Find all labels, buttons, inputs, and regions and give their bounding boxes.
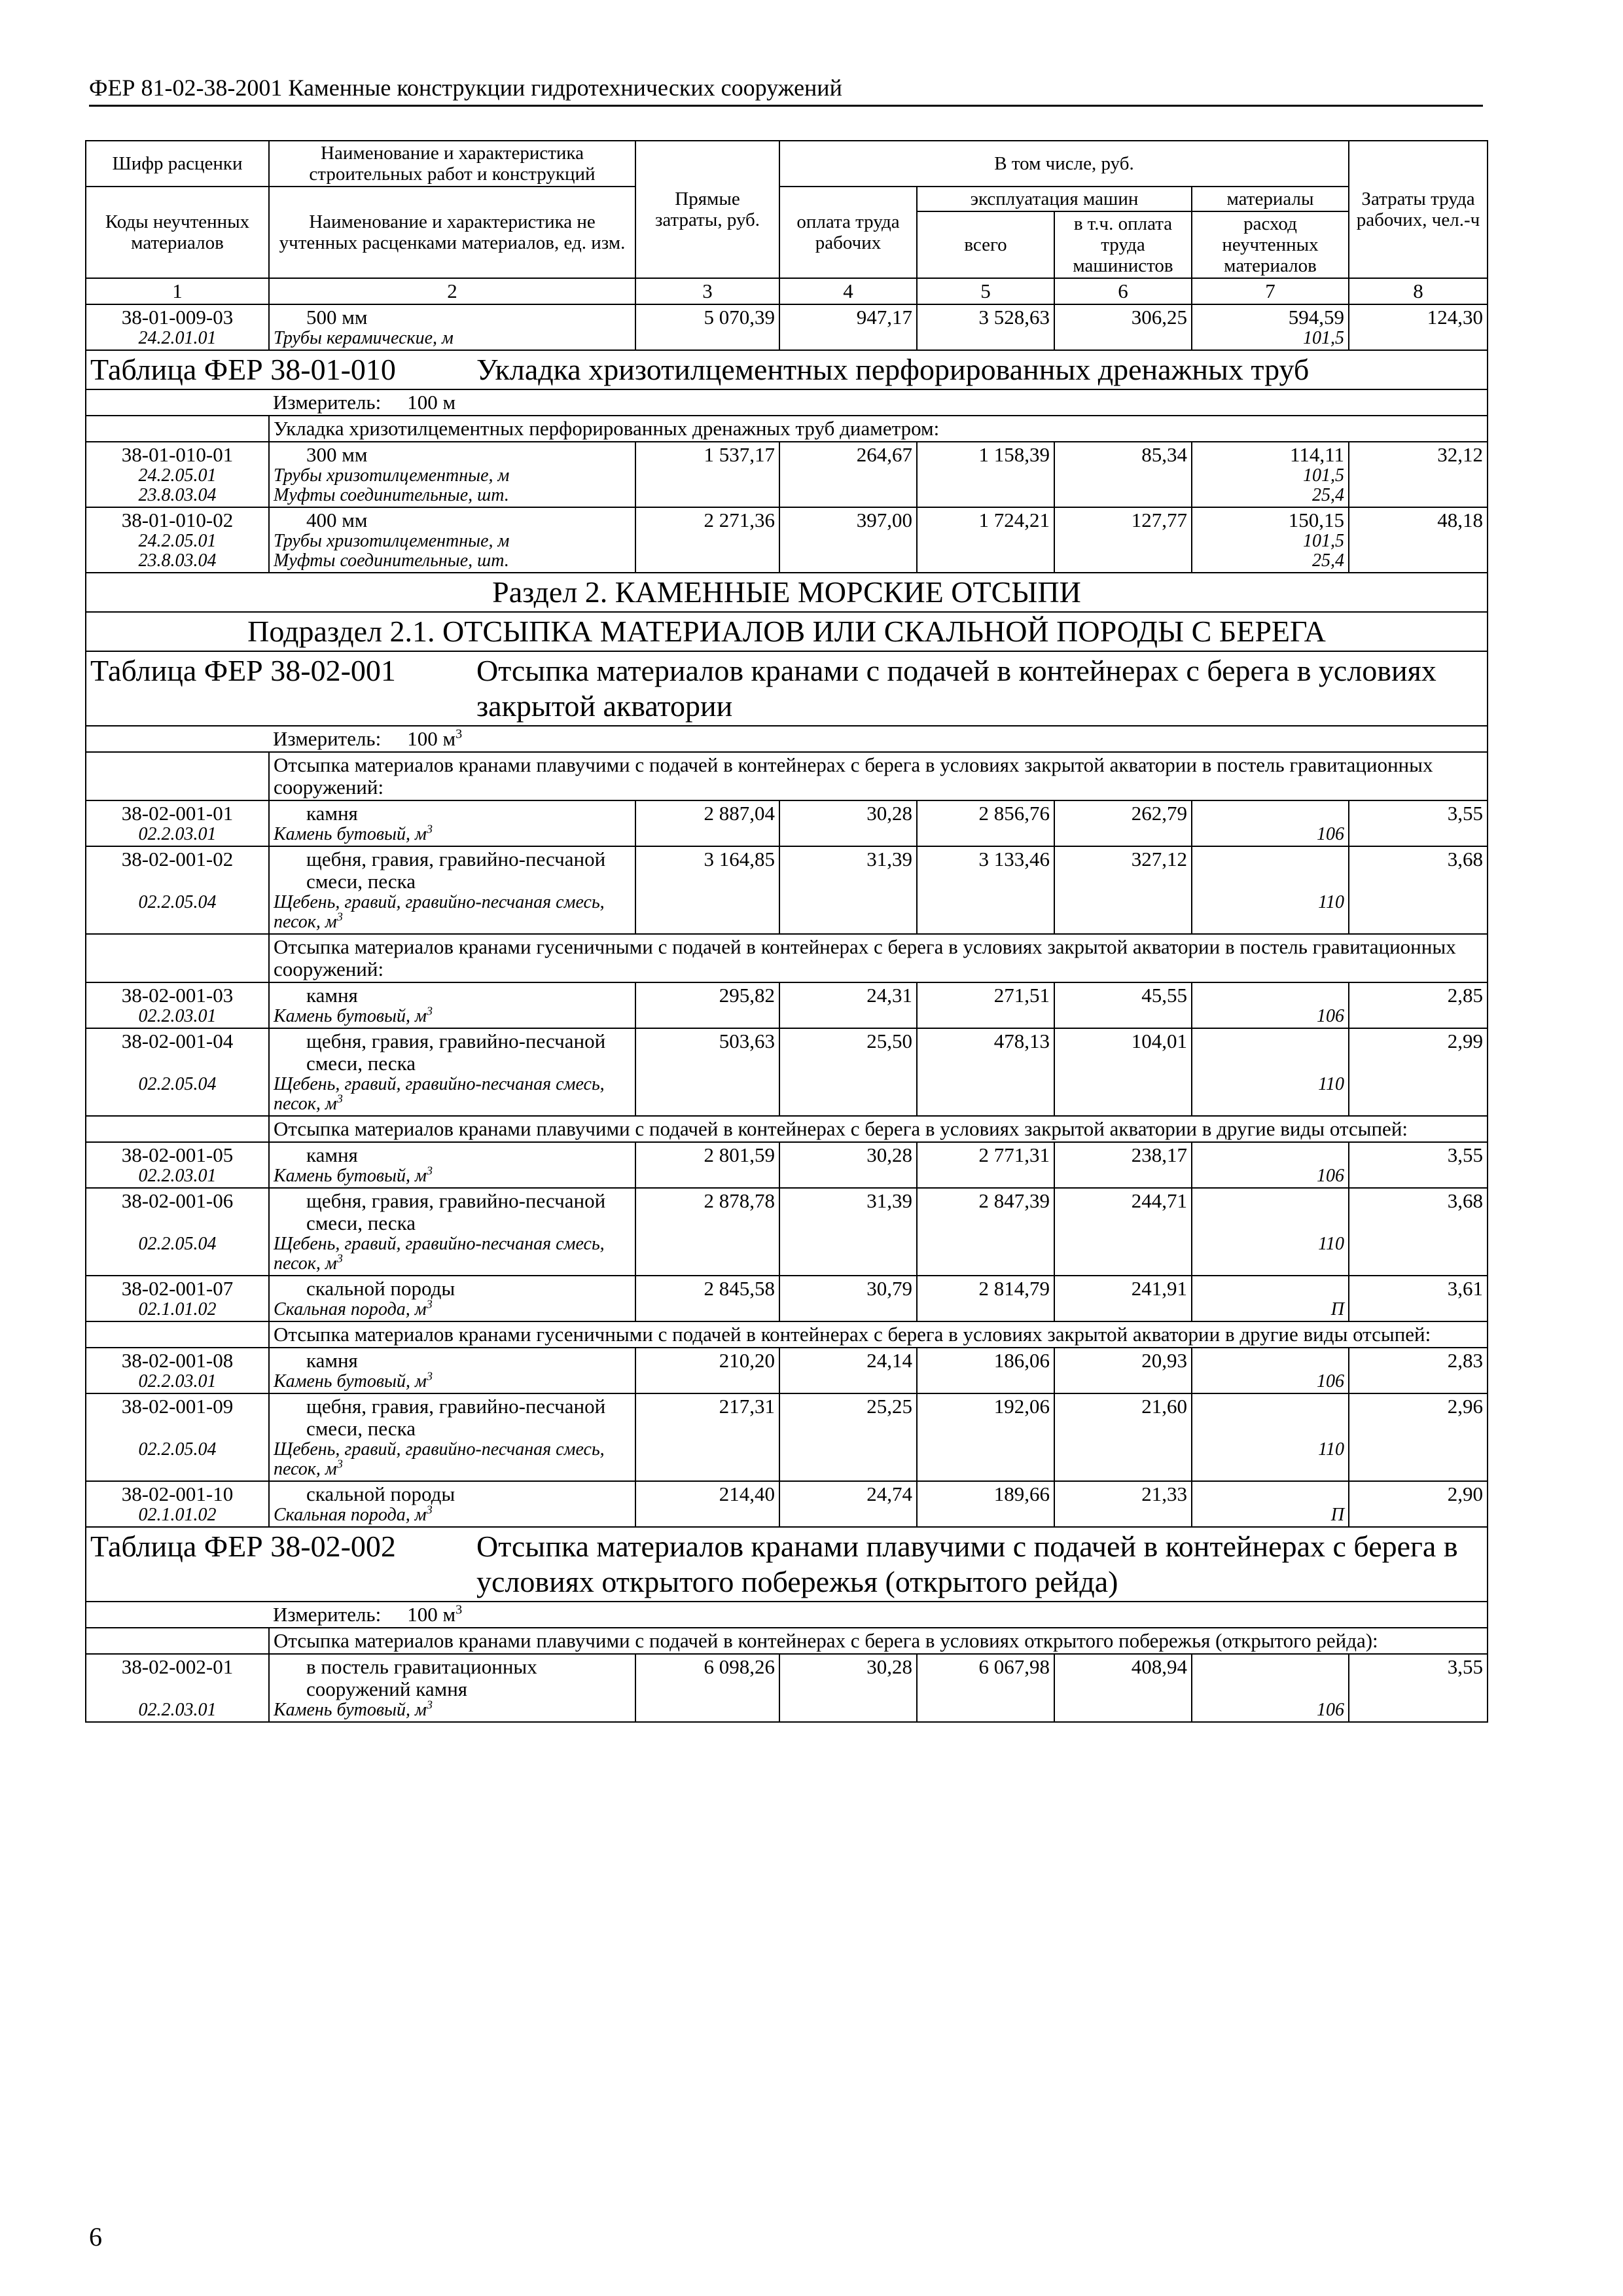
wage: 24,14 xyxy=(779,1348,917,1393)
mach-total: 1 724,21 xyxy=(917,507,1054,573)
mach-wage: 306,25 xyxy=(1054,304,1192,350)
direct-cost: 2 887,04 xyxy=(635,800,779,846)
labor: 48,18 xyxy=(1349,507,1488,573)
rate-code: 38-02-001-07 xyxy=(121,1277,234,1300)
labor: 3,55 xyxy=(1349,1142,1488,1188)
table-number: Таблица ФЕР 38-02-001 xyxy=(90,654,396,687)
material-code: 23.8.03.04 xyxy=(138,550,217,571)
rate-code: 38-01-009-03 xyxy=(121,306,234,329)
material-code: 02.2.05.04 xyxy=(138,1234,217,1254)
col-code-header: Шифр расценки xyxy=(86,141,269,187)
group-description: Отсыпка материалов кранами плавучими с подачей в контейнерах с берега в условиях закрытой акватории в постель гравитационных сооружений: xyxy=(269,752,1488,800)
table-heading-row xyxy=(86,651,1488,726)
material-code: 02.2.05.04 xyxy=(138,1439,217,1460)
col-mat-header: материалы xyxy=(1192,187,1349,211)
measure-row xyxy=(86,389,1488,416)
section-title: Раздел 2. КАМЕННЫЕ МОРСКИЕ ОТСЫПИ xyxy=(86,573,1488,612)
material-name: Камень бутовый, $м^3$ xyxy=(274,822,433,844)
description-row xyxy=(86,1628,1488,1654)
direct-cost: 2 845,58 xyxy=(635,1276,779,1321)
mach-wage: 241,91 xyxy=(1054,1276,1192,1321)
work-name: камня xyxy=(306,1349,358,1372)
direct-cost: 6 098,26 xyxy=(635,1654,779,1722)
material-name: Трубы хризотилцементные, м xyxy=(274,531,510,551)
labor: 32,12 xyxy=(1349,442,1488,507)
group-description: Укладка хризотилцементных перфорированных дренажных труб диаметром: xyxy=(269,416,1488,442)
subsection-title-row xyxy=(86,612,1488,651)
material-qty: П xyxy=(1330,1505,1344,1525)
description-row xyxy=(86,1116,1488,1142)
direct-cost: 503,63 xyxy=(635,1028,779,1116)
work-name: камня xyxy=(306,1143,358,1166)
material-qty: 101,5 xyxy=(1303,465,1344,486)
wage: 31,39 xyxy=(779,846,917,934)
col-num: 7 xyxy=(1192,278,1349,304)
mach-total: 478,13 xyxy=(917,1028,1054,1116)
measure-row xyxy=(86,1602,1488,1628)
labor: 2,83 xyxy=(1349,1348,1488,1393)
labor: 3,68 xyxy=(1349,1188,1488,1276)
labor: 2,90 xyxy=(1349,1481,1488,1527)
table-row xyxy=(86,442,1488,507)
mach-wage: 327,12 xyxy=(1054,846,1192,934)
col-num: 6 xyxy=(1054,278,1192,304)
work-name: щебня, гравия, гравийно-песчаной смеси, песка xyxy=(306,1395,606,1440)
material-qty: 101,5 xyxy=(1303,328,1344,348)
material-code: 24.2.05.01 xyxy=(138,531,217,551)
mach-wage: 127,77 xyxy=(1054,507,1192,573)
material-name: Щебень, гравий, гравийно-песчаная смесь, песок, $м^3$ xyxy=(274,1074,605,1114)
material-qty: 25,4 xyxy=(1312,485,1344,505)
material-name: Трубы керамические, м xyxy=(274,328,454,348)
wage: 264,67 xyxy=(779,442,917,507)
measure xyxy=(269,726,1488,752)
mach-wage: 104,01 xyxy=(1054,1028,1192,1116)
direct-cost: 2 271,36 xyxy=(635,507,779,573)
mach-total: 192,06 xyxy=(917,1393,1054,1481)
col-mach-header: эксплуатация машин xyxy=(917,187,1192,211)
material-name: Скальная порода, $м^3$ xyxy=(274,1297,433,1319)
work-name: камня xyxy=(306,984,358,1007)
material-code: 02.2.03.01 xyxy=(138,824,217,844)
mach-wage: 45,55 xyxy=(1054,982,1192,1028)
table-row xyxy=(86,304,1488,350)
labor: 3,55 xyxy=(1349,1654,1488,1722)
wage: 25,25 xyxy=(779,1393,917,1481)
direct-cost: 210,20 xyxy=(635,1348,779,1393)
work-name: 300 мм xyxy=(306,443,368,466)
table-title: Отсыпка материалов кранами с подачей в контейнерах с берега в условиях закрытой акватории xyxy=(476,654,1436,723)
work-name: щебня, гравия, гравийно-песчаной смеси, песка xyxy=(306,848,606,893)
rate-code: 38-02-001-01 xyxy=(121,802,234,825)
measure-row xyxy=(86,726,1488,752)
page-header: ФЕР 81-02-38-2001 Каменные конструкции гидротехнических сооружений xyxy=(89,73,1483,107)
column-numbers-row xyxy=(86,278,1488,304)
material-qty: 106 xyxy=(1317,1166,1344,1186)
material-qty: 110 xyxy=(1318,1439,1344,1460)
direct-cost: 295,82 xyxy=(635,982,779,1028)
group-description: Отсыпка материалов кранами плавучими с подачей в контейнерах с берега в условиях открытого побережья (открытого рейда): xyxy=(269,1628,1488,1654)
table-row xyxy=(86,1028,1488,1116)
col-mach-total-header: всего xyxy=(917,211,1054,278)
rate-code: 38-02-001-05 xyxy=(121,1143,234,1166)
material-qty: 110 xyxy=(1318,1074,1344,1094)
rate-code: 38-02-001-08 xyxy=(121,1349,234,1372)
material-name: Камень бутовый, $м^3$ xyxy=(274,1004,433,1026)
col-mat-qty-header: расход неучтенных материалов xyxy=(1192,211,1349,278)
wage: 30,79 xyxy=(779,1276,917,1321)
col-num: 2 xyxy=(269,278,635,304)
mach-wage: 85,34 xyxy=(1054,442,1192,507)
measure-label: Измеритель: xyxy=(273,727,382,750)
table-title: Отсыпка материалов кранами плавучими с подачей в контейнерах с берега в условиях открытого побережья (открытого рейда) xyxy=(476,1530,1458,1598)
section-title-row xyxy=(86,573,1488,612)
subsection-title: Подраздел 2.1. ОТСЫПКА МАТЕРИАЛОВ ИЛИ СКАЛЬНОЙ ПОРОДЫ С БЕРЕГА xyxy=(86,612,1488,651)
materials: 150,15 xyxy=(1288,509,1344,531)
material-name: Муфты соединительные, шт. xyxy=(274,550,509,571)
table-row xyxy=(86,507,1488,573)
rate-code: 38-01-010-01 xyxy=(121,443,234,466)
col-num: 5 xyxy=(917,278,1054,304)
description-row xyxy=(86,1321,1488,1348)
table-row xyxy=(86,982,1488,1028)
header-row-2 xyxy=(86,187,1488,211)
direct-cost: 217,31 xyxy=(635,1393,779,1481)
work-name: камня xyxy=(306,802,358,825)
material-code: 02.2.03.01 xyxy=(138,1700,217,1720)
measure-value: 100 $м^3$ xyxy=(407,726,463,750)
material-name: Муфты соединительные, шт. xyxy=(274,485,509,505)
measure-value: 100 $м^3$ xyxy=(407,1602,463,1626)
materials: 114,11 xyxy=(1290,443,1344,466)
measure-label: Измеритель: xyxy=(273,1603,382,1626)
group-description: Отсыпка материалов кранами гусеничными с подачей в контейнерах с берега в условиях закрытой акватории в постель гравитационных сооружений: xyxy=(269,934,1488,982)
wage: 947,17 xyxy=(779,304,917,350)
col-labor-header: Затраты труда рабочих, чел.-ч xyxy=(1349,141,1488,278)
rate-code: 38-02-001-09 xyxy=(121,1395,234,1418)
table-row xyxy=(86,1481,1488,1527)
material-qty: 110 xyxy=(1318,1234,1344,1254)
mach-total: 3 133,46 xyxy=(917,846,1054,934)
direct-cost: 2 801,59 xyxy=(635,1142,779,1188)
mach-wage: 20,93 xyxy=(1054,1348,1192,1393)
material-qty: 106 xyxy=(1317,1700,1344,1720)
labor: 3,61 xyxy=(1349,1276,1488,1321)
material-code: 02.2.03.01 xyxy=(138,1006,217,1026)
direct-cost: 1 537,17 xyxy=(635,442,779,507)
wage: 30,28 xyxy=(779,1654,917,1722)
mach-wage: 238,17 xyxy=(1054,1142,1192,1188)
table-row xyxy=(86,1654,1488,1722)
col-mach-wage-header: в т.ч. оплата труда машинистов xyxy=(1054,211,1192,278)
col-num: 1 xyxy=(86,278,269,304)
material-qty: 25,4 xyxy=(1312,550,1344,571)
table-row xyxy=(86,1348,1488,1393)
col-name-header: Наименование и характеристика строительных работ и конструкций xyxy=(269,141,635,187)
table-row xyxy=(86,1188,1488,1276)
mach-total: 2 814,79 xyxy=(917,1276,1054,1321)
material-name: Камень бутовый, $м^3$ xyxy=(274,1369,433,1391)
table-heading-row xyxy=(86,350,1488,389)
rate-code: 38-01-010-02 xyxy=(121,509,234,531)
work-name: щебня, гравия, гравийно-песчаной смеси, песка xyxy=(306,1189,606,1234)
col-matname-header: Наименование и характеристика не учтенных расценками материалов, ед. изм. xyxy=(269,187,635,278)
mach-total: 3 528,63 xyxy=(917,304,1054,350)
rate-code: 38-02-001-10 xyxy=(121,1482,234,1505)
work-name: в постель гравитационных сооружений камня xyxy=(306,1655,537,1700)
material-code: 02.2.05.04 xyxy=(138,1074,217,1094)
material-qty: 106 xyxy=(1317,824,1344,844)
wage: 397,00 xyxy=(779,507,917,573)
material-qty: 106 xyxy=(1317,1371,1344,1391)
col-wage-header: оплата труда рабочих xyxy=(779,187,917,278)
table-heading-row xyxy=(86,1527,1488,1602)
labor: 2,99 xyxy=(1349,1028,1488,1116)
material-qty: 106 xyxy=(1317,1006,1344,1026)
direct-cost: 3 164,85 xyxy=(635,846,779,934)
material-code: 23.8.03.04 xyxy=(138,485,217,505)
rate-code: 38-02-001-03 xyxy=(121,984,234,1007)
mach-total: 2 847,39 xyxy=(917,1188,1054,1276)
table-title: Укладка хризотилцементных перфорированных дренажных труб xyxy=(476,353,1310,386)
labor: 3,55 xyxy=(1349,800,1488,846)
measure-label: Измеритель: xyxy=(273,391,382,414)
mach-total: 189,66 xyxy=(917,1481,1054,1527)
page-number: 6 xyxy=(89,2222,102,2251)
material-code: 02.2.03.01 xyxy=(138,1371,217,1391)
group-description: Отсыпка материалов кранами гусеничными с подачей в контейнерах с берега в условиях закрытой акватории в другие виды отсыпей: xyxy=(269,1321,1488,1348)
work-name: щебня, гравия, гравийно-песчаной смеси, песка xyxy=(306,1030,606,1075)
work-name: 400 мм xyxy=(306,509,368,531)
material-code: 02.1.01.02 xyxy=(138,1299,217,1319)
col-matcode-header: Коды неучтенных материалов xyxy=(86,187,269,278)
material-qty: П xyxy=(1330,1299,1344,1319)
col-num: 3 xyxy=(635,278,779,304)
mach-total: 2 771,31 xyxy=(917,1142,1054,1188)
mach-total: 6 067,98 xyxy=(917,1654,1054,1722)
mach-total: 1 158,39 xyxy=(917,442,1054,507)
direct-cost: 214,40 xyxy=(635,1481,779,1527)
measure xyxy=(269,389,1488,416)
table-number: Таблица ФЕР 38-02-002 xyxy=(90,1530,396,1563)
table-heading xyxy=(86,651,1488,726)
description-row xyxy=(86,416,1488,442)
material-name: Щебень, гравий, гравийно-песчаная смесь, песок, $м^3$ xyxy=(274,1234,605,1274)
mach-wage: 244,71 xyxy=(1054,1188,1192,1276)
mach-wage: 21,33 xyxy=(1054,1481,1192,1527)
table-heading xyxy=(86,1527,1488,1602)
mach-wage: 21,60 xyxy=(1054,1393,1192,1481)
table-row xyxy=(86,1276,1488,1321)
materials: 594,59 xyxy=(1288,306,1344,329)
direct-cost: 2 878,78 xyxy=(635,1188,779,1276)
table-heading xyxy=(86,350,1488,389)
rate-code: 38-02-002-01 xyxy=(121,1655,234,1678)
rate-code: 38-02-001-04 xyxy=(121,1030,234,1052)
material-code: 02.2.05.04 xyxy=(138,892,217,912)
table-row xyxy=(86,1393,1488,1481)
material-name: Щебень, гравий, гравийно-песчаная смесь, песок, $м^3$ xyxy=(274,1439,605,1479)
wage: 31,39 xyxy=(779,1188,917,1276)
rate-code: 38-02-001-02 xyxy=(121,848,234,870)
material-qty: 110 xyxy=(1318,892,1344,912)
measure-value: 100 м xyxy=(407,391,456,414)
material-code: 02.2.03.01 xyxy=(138,1166,217,1186)
material-code: 24.2.05.01 xyxy=(138,465,217,486)
table-row xyxy=(86,1142,1488,1188)
wage: 30,28 xyxy=(779,800,917,846)
labor: 2,96 xyxy=(1349,1393,1488,1481)
table-row xyxy=(86,800,1488,846)
labor: 124,30 xyxy=(1349,304,1488,350)
col-num: 4 xyxy=(779,278,917,304)
table-row xyxy=(86,846,1488,934)
labor: 2,85 xyxy=(1349,982,1488,1028)
col-num: 8 xyxy=(1349,278,1488,304)
mach-total: 186,06 xyxy=(917,1348,1054,1393)
material-name: Камень бутовый, $м^3$ xyxy=(274,1164,433,1186)
work-name: скальной породы xyxy=(306,1277,455,1300)
description-row xyxy=(86,752,1488,800)
material-qty: 101,5 xyxy=(1303,531,1344,551)
table-number: Таблица ФЕР 38-01-010 xyxy=(90,353,396,386)
work-name: 500 мм xyxy=(306,306,368,329)
wage: 25,50 xyxy=(779,1028,917,1116)
mach-wage: 408,94 xyxy=(1054,1654,1192,1722)
measure xyxy=(269,1602,1488,1628)
header-row-1 xyxy=(86,141,1488,187)
col-incl-header: В том числе, руб. xyxy=(779,141,1349,187)
labor: 3,68 xyxy=(1349,846,1488,934)
wage: 30,28 xyxy=(779,1142,917,1188)
material-code: 24.2.01.01 xyxy=(138,328,217,348)
col-direct-header: Прямые затраты, руб. xyxy=(635,141,779,278)
price-table xyxy=(85,140,1488,1723)
wage: 24,74 xyxy=(779,1481,917,1527)
mach-wage: 262,79 xyxy=(1054,800,1192,846)
material-name: Скальная порода, $м^3$ xyxy=(274,1503,433,1525)
mach-total: 271,51 xyxy=(917,982,1054,1028)
material-name: Трубы хризотилцементные, м xyxy=(274,465,510,486)
group-description: Отсыпка материалов кранами плавучими с подачей в контейнерах с берега в условиях закрытой акватории в другие виды отсыпей: xyxy=(269,1116,1488,1142)
direct-cost: 5 070,39 xyxy=(635,304,779,350)
work-name: скальной породы xyxy=(306,1482,455,1505)
wage: 24,31 xyxy=(779,982,917,1028)
material-name: Щебень, гравий, гравийно-песчаная смесь, песок, $м^3$ xyxy=(274,892,605,932)
rate-code: 38-02-001-06 xyxy=(121,1189,234,1212)
material-name: Камень бутовый, $м^3$ xyxy=(274,1698,433,1720)
description-row xyxy=(86,934,1488,982)
material-code: 02.1.01.02 xyxy=(138,1505,217,1525)
mach-total: 2 856,76 xyxy=(917,800,1054,846)
